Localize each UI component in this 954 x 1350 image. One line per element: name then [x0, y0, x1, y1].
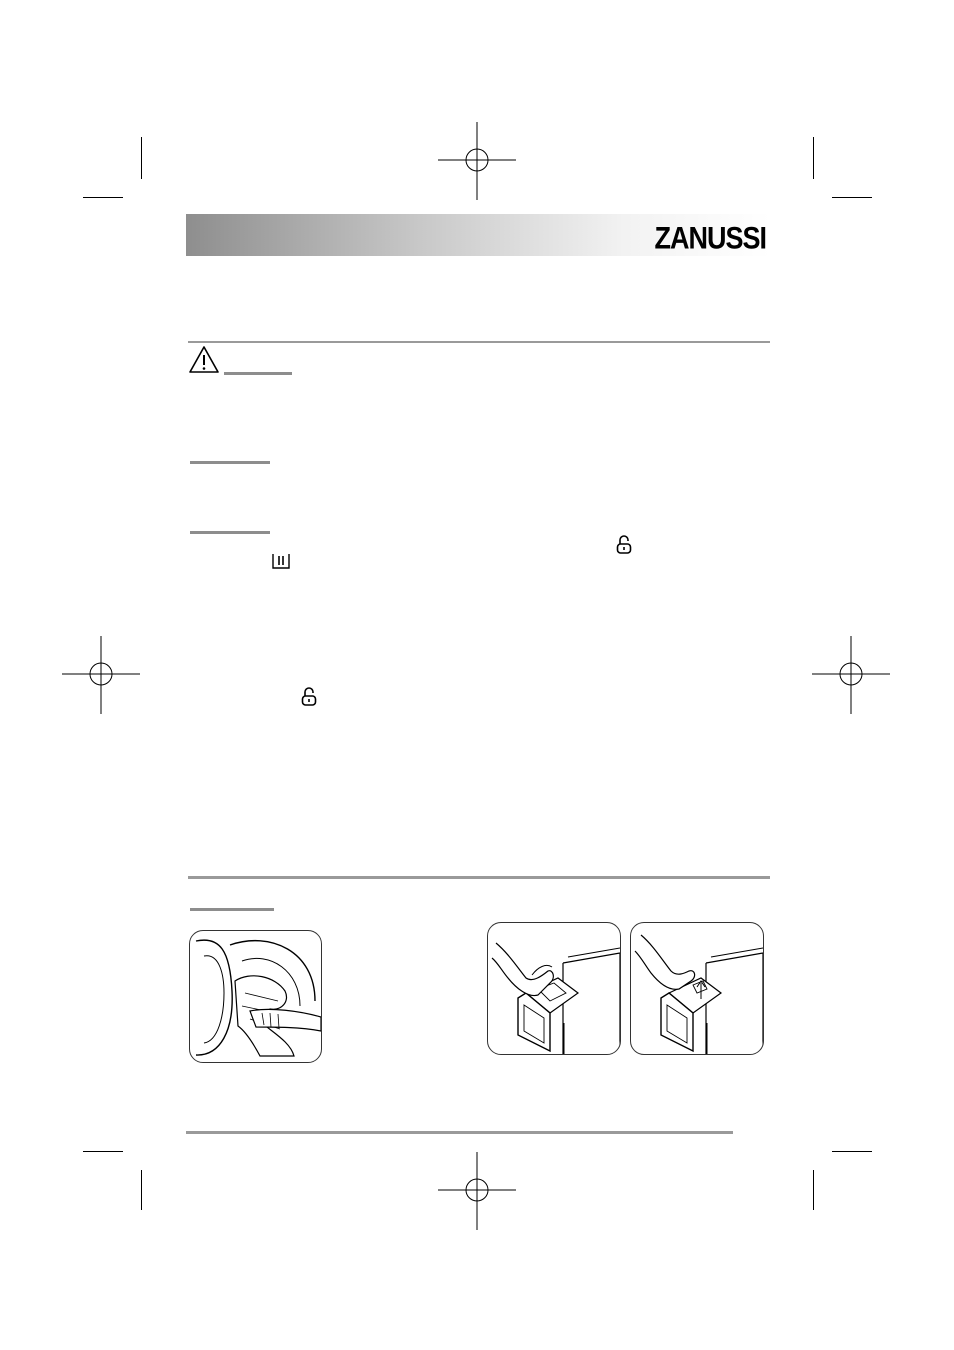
detergent-compartment-icon — [272, 553, 290, 569]
heading-underline-3 — [190, 531, 270, 534]
brand-logo: ZANUSSI — [654, 221, 766, 256]
heading-underline-warning — [224, 372, 292, 375]
dispenser-figure-2 — [630, 922, 764, 1055]
dispenser-figure-1 — [487, 922, 621, 1055]
section-rule-middle — [188, 876, 770, 879]
registration-target-right — [812, 636, 890, 714]
warning-triangle-icon — [188, 345, 220, 375]
drum-laundry-figure — [189, 930, 322, 1063]
registration-target-left — [62, 636, 140, 714]
heading-underline-2 — [190, 461, 270, 464]
section-rule-top — [188, 341, 770, 343]
heading-underline-4 — [190, 908, 274, 911]
padlock-open-icon — [615, 535, 633, 555]
padlock-open-icon — [300, 687, 318, 707]
page-header — [186, 214, 770, 256]
registration-target-top — [438, 122, 516, 200]
footer-rule — [186, 1131, 733, 1134]
registration-target-bottom — [438, 1152, 516, 1230]
